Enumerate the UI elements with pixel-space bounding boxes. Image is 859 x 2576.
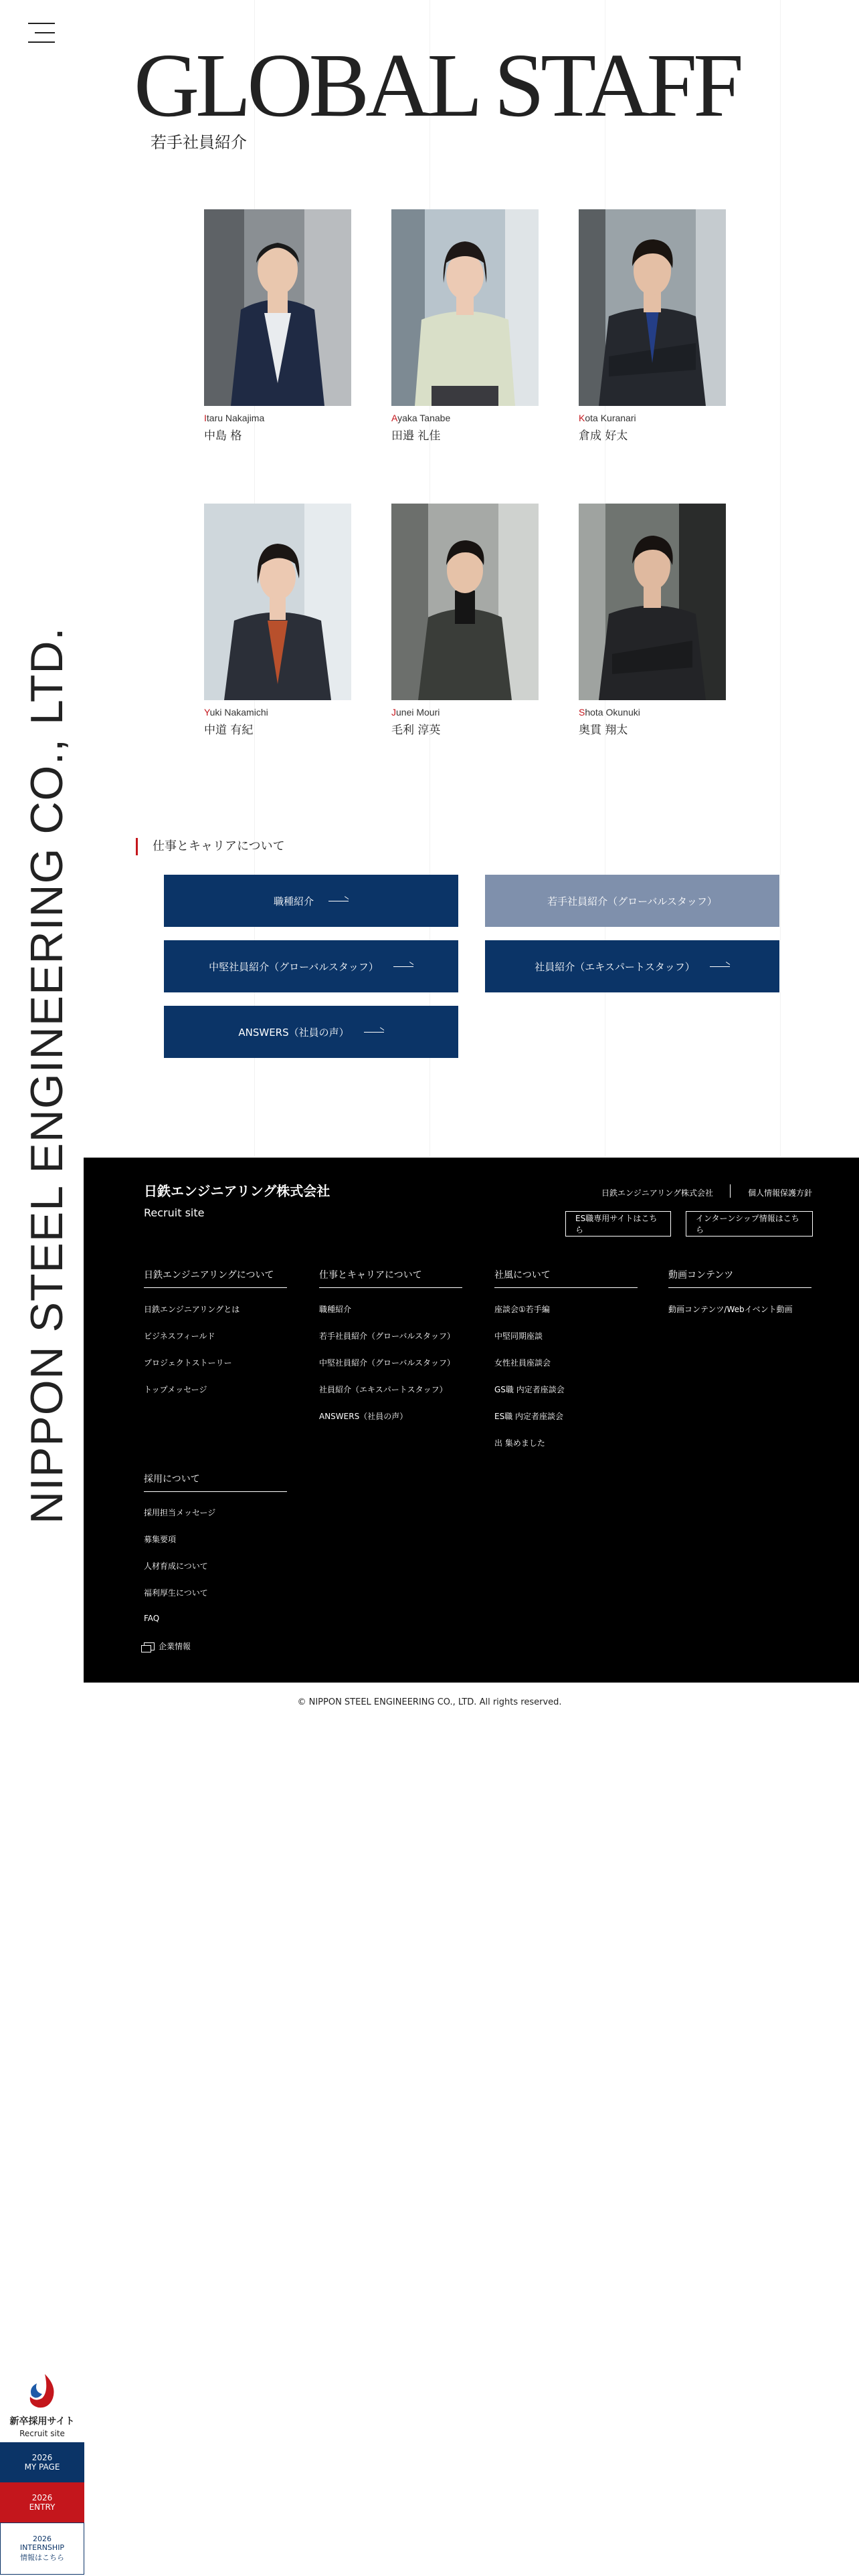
footer-link[interactable]: FAQ bbox=[144, 1614, 160, 1623]
footer-link-company-info[interactable]: 企業情報 bbox=[144, 1640, 191, 1652]
footer-link[interactable]: 職種紹介 bbox=[319, 1305, 352, 1314]
page-subtitle: 若手社員紹介 bbox=[151, 133, 247, 152]
career-button-answers[interactable]: ANSWERS（社員の声） bbox=[164, 1006, 458, 1058]
staff-card[interactable] bbox=[579, 209, 726, 443]
footer-link[interactable]: 若手社員紹介（グローバルスタッフ） bbox=[319, 1331, 456, 1341]
career-button-expert-staff[interactable]: 社員紹介（エキスパートスタッフ） bbox=[485, 940, 779, 992]
staff-name-ja: 奥貫 翔太 bbox=[579, 724, 628, 737]
staff-name-en: Junei Mouri bbox=[391, 707, 440, 718]
footer-link[interactable]: GS職 内定者座談会 bbox=[494, 1385, 565, 1394]
staff-name-ja: 中道 有紀 bbox=[204, 724, 254, 737]
external-window-icon bbox=[144, 1642, 155, 1650]
side-logo-en: Recruit site bbox=[19, 2429, 65, 2438]
flame-logo-icon bbox=[22, 2371, 62, 2411]
footer-col-title: 社風について bbox=[494, 1268, 638, 1288]
mypage-button[interactable]: 2026 MY PAGE bbox=[0, 2442, 84, 2482]
staff-card[interactable] bbox=[204, 209, 351, 443]
footer-link[interactable]: 福利厚生について bbox=[144, 1588, 208, 1598]
staff-name-en: Yuki Nakamichi bbox=[204, 707, 268, 718]
copyright: © NIPPON STEEL ENGINEERING CO., LTD. All rights reserved. bbox=[297, 1697, 562, 1707]
staff-name-en: Ayaka Tanabe bbox=[391, 413, 451, 423]
footer-logo[interactable]: 日鉄エンジニアリング株式会社 bbox=[144, 1183, 330, 1199]
footer-col-title: 採用について bbox=[144, 1472, 287, 1492]
arrow-right-icon bbox=[364, 1032, 384, 1033]
footer-link[interactable]: 出 集めました bbox=[494, 1438, 545, 1448]
footer-link[interactable]: 座談会①若手編 bbox=[494, 1305, 550, 1314]
staff-photo[interactable] bbox=[579, 209, 726, 406]
footer-link[interactable]: 女性社員座談会 bbox=[494, 1358, 551, 1368]
staff-card[interactable] bbox=[391, 209, 539, 443]
staff-card[interactable] bbox=[204, 504, 351, 737]
arrow-right-icon bbox=[710, 966, 730, 967]
footer-link[interactable]: 動画コンテンツ/Webイベント動画 bbox=[668, 1305, 793, 1314]
footer-link[interactable]: ANSWERS（社員の声） bbox=[319, 1412, 408, 1421]
staff-photo[interactable] bbox=[391, 209, 539, 406]
staff-photo[interactable] bbox=[204, 504, 351, 700]
career-button-young-staff[interactable]: 若手社員紹介（グローバルスタッフ） bbox=[485, 875, 779, 927]
footer-link[interactable]: ES職 内定者座談会 bbox=[494, 1412, 564, 1421]
footer-link[interactable]: 中堅社員紹介（グローバルスタッフ） bbox=[319, 1358, 456, 1368]
footer-link[interactable]: 人材育成について bbox=[144, 1562, 208, 1571]
staff-name-ja: 倉成 好太 bbox=[579, 429, 628, 443]
staff-name-ja: 中島 格 bbox=[204, 429, 242, 443]
footer-col-title: 動画コンテンツ bbox=[668, 1268, 812, 1288]
footer-link[interactable]: 社員紹介（エキスパートスタッフ） bbox=[319, 1385, 448, 1394]
footer-link[interactable]: プロジェクトストーリー bbox=[144, 1358, 232, 1368]
company-link[interactable]: 日鉄エンジニアリング株式会社 bbox=[601, 1188, 713, 1198]
career-button-mid-staff[interactable]: 中堅社員紹介（グローバルスタッフ） bbox=[164, 940, 458, 992]
footer-col-title: 仕事とキャリアについて bbox=[319, 1268, 462, 1288]
staff-name-en: Kota Kuranari bbox=[579, 413, 636, 423]
staff-name-en: Itaru Nakajima bbox=[204, 413, 265, 423]
footer-link[interactable]: 募集要項 bbox=[144, 1535, 177, 1544]
side-logo-ja: 新卒採用サイト bbox=[9, 2416, 75, 2427]
page-title: GLOBAL STAFF bbox=[134, 35, 740, 136]
staff-card[interactable] bbox=[579, 504, 726, 737]
career-button-job-types[interactable]: 職種紹介 bbox=[164, 875, 458, 927]
site-footer bbox=[84, 1158, 859, 1683]
side-logo[interactable] bbox=[0, 2367, 84, 2441]
footer-link[interactable]: トップメッセージ bbox=[144, 1385, 207, 1394]
footer-link[interactable]: 採用担当メッセージ bbox=[144, 1508, 216, 1517]
staff-name-ja: 毛利 淳英 bbox=[391, 724, 441, 737]
es-site-button[interactable]: ES職専用サイトはこちら bbox=[565, 1211, 671, 1237]
menu-icon[interactable] bbox=[28, 23, 55, 43]
internship-side-button[interactable]: 2026 INTERNSHIP 情報はこちら bbox=[0, 2523, 84, 2575]
staff-photo[interactable] bbox=[391, 504, 539, 700]
staff-name-en: Shota Okunuki bbox=[579, 707, 640, 718]
footer-link[interactable]: ビジネスフィールド bbox=[144, 1331, 215, 1341]
section-heading: 仕事とキャリアについて bbox=[136, 838, 285, 855]
staff-photo[interactable] bbox=[579, 504, 726, 700]
footer-link[interactable]: 中堅同期座談 bbox=[494, 1331, 543, 1341]
footer-col-title: 日鉄エンジニアリングについて bbox=[144, 1268, 287, 1288]
footer-link[interactable]: 日鉄エンジニアリングとは bbox=[144, 1305, 240, 1314]
entry-button[interactable]: 2026 ENTRY bbox=[0, 2482, 84, 2523]
footer-logo-sub: Recruit site bbox=[144, 1206, 205, 1219]
internship-button[interactable]: インターンシップ情報はこちら bbox=[686, 1211, 813, 1237]
staff-card[interactable] bbox=[391, 504, 539, 737]
staff-name-ja: 田邉 礼佳 bbox=[391, 429, 441, 443]
vertical-company-name: NIPPON STEEL ENGINEERING CO., LTD. bbox=[21, 627, 72, 1524]
privacy-link[interactable]: 個人情報保護方針 bbox=[748, 1188, 813, 1198]
arrow-right-icon bbox=[393, 966, 413, 967]
staff-photo[interactable] bbox=[204, 209, 351, 406]
divider bbox=[730, 1184, 731, 1198]
